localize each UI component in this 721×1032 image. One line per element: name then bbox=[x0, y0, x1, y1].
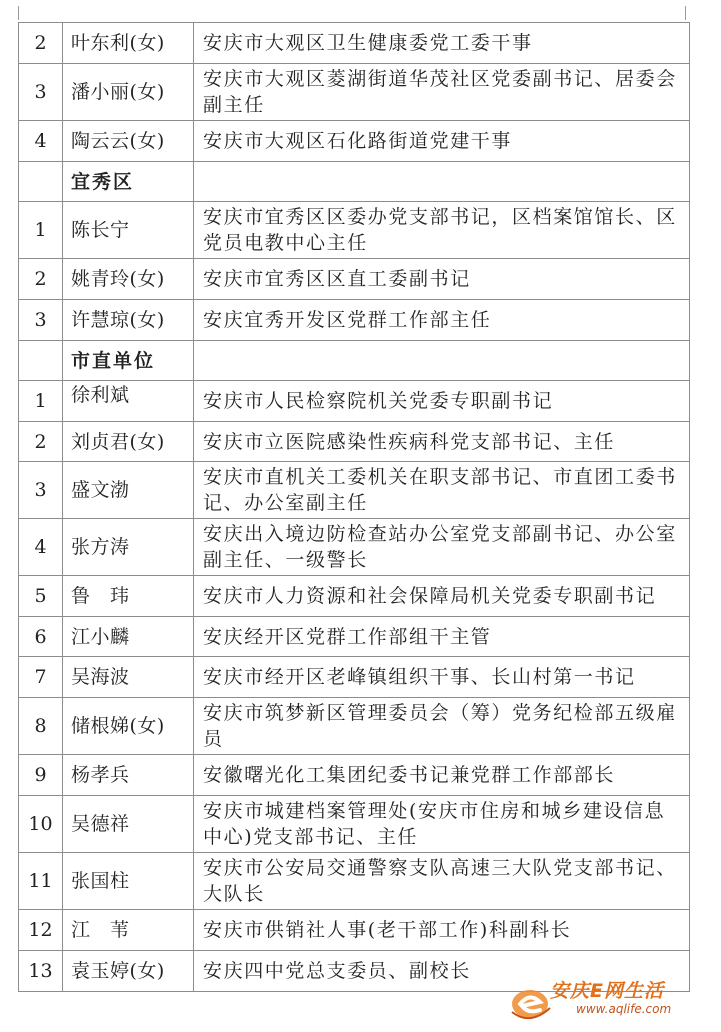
section-header-row bbox=[19, 341, 690, 381]
row-number: 7 bbox=[19, 657, 63, 698]
row-number: 6 bbox=[19, 617, 63, 657]
row-number: 2 bbox=[19, 23, 63, 64]
section-number-cell bbox=[19, 341, 63, 381]
person-position: 安庆市人民检察院机关党委专职副书记 bbox=[194, 381, 690, 422]
person-position: 安庆四中党总支委员、副校长 bbox=[194, 951, 690, 992]
section-empty-cell bbox=[194, 341, 690, 381]
person-position: 安庆市人力资源和社会保障局机关党委专职副书记 bbox=[194, 576, 690, 617]
person-name: 姚青玲(女) bbox=[63, 259, 194, 300]
row-number: 5 bbox=[19, 576, 63, 617]
person-position: 安庆市经开区老峰镇组织干事、长山村第一书记 bbox=[194, 657, 690, 698]
person-name: 叶东利(女) bbox=[63, 23, 194, 64]
person-name: 吴德祥 bbox=[63, 796, 194, 853]
table-row bbox=[19, 202, 690, 259]
watermark-url: www.aqlife.com bbox=[576, 1002, 672, 1016]
person-name: 杨孝兵 bbox=[63, 755, 194, 796]
person-position: 安庆出入境边防检查站办公室党支部副书记、办公室副主任、一级警长 bbox=[194, 519, 690, 576]
person-position: 安庆市大观区菱湖街道华茂社区党委副书记、居委会副主任 bbox=[194, 64, 690, 121]
section-title: 宜秀区 bbox=[63, 162, 194, 202]
row-number: 4 bbox=[19, 519, 63, 576]
person-name: 张国柱 bbox=[63, 853, 194, 910]
table-row bbox=[19, 576, 690, 617]
section-header-row bbox=[19, 162, 690, 202]
person-position: 安庆市宜秀区区委办党支部书记，区档案馆馆长、区党员电教中心主任 bbox=[194, 202, 690, 259]
table-row bbox=[19, 23, 690, 64]
table-row bbox=[19, 300, 690, 341]
row-number: 13 bbox=[19, 951, 63, 992]
page-corner-mark bbox=[8, 6, 19, 20]
section-title: 市直单位 bbox=[63, 341, 194, 381]
row-number: 10 bbox=[19, 796, 63, 853]
person-name: 徐利斌 bbox=[63, 381, 194, 422]
person-position: 安庆市大观区卫生健康委党工委干事 bbox=[194, 23, 690, 64]
row-number: 12 bbox=[19, 910, 63, 951]
person-name: 许慧琼(女) bbox=[63, 300, 194, 341]
person-name: 袁玉婷(女) bbox=[63, 951, 194, 992]
person-position: 安庆经开区党群工作部组干主管 bbox=[194, 617, 690, 657]
e-logo-icon bbox=[508, 978, 554, 1024]
person-position: 安庆市筑梦新区管理委员会（筹）党务纪检部五级雇员 bbox=[194, 698, 690, 755]
person-name: 储根娣(女) bbox=[63, 698, 194, 755]
row-number: 2 bbox=[19, 259, 63, 300]
person-name: 潘小丽(女) bbox=[63, 64, 194, 121]
table-row bbox=[19, 259, 690, 300]
row-number: 3 bbox=[19, 462, 63, 519]
table-row bbox=[19, 910, 690, 951]
person-position: 安徽曙光化工集团纪委书记兼党群工作部部长 bbox=[194, 755, 690, 796]
person-position: 安庆宜秀开发区党群工作部主任 bbox=[194, 300, 690, 341]
person-position: 安庆市公安局交通警察支队高速三大队党支部书记、大队长 bbox=[194, 853, 690, 910]
table-row bbox=[19, 698, 690, 755]
person-name: 张方涛 bbox=[63, 519, 194, 576]
person-name: 鲁 玮 bbox=[63, 576, 194, 617]
person-name: 刘贞君(女) bbox=[63, 422, 194, 462]
person-position: 安庆市宜秀区区直工委副书记 bbox=[194, 259, 690, 300]
table-row bbox=[19, 381, 690, 422]
row-number: 3 bbox=[19, 64, 63, 121]
table-row bbox=[19, 755, 690, 796]
section-number-cell bbox=[19, 162, 63, 202]
table-row bbox=[19, 64, 690, 121]
honoree-table bbox=[18, 22, 690, 992]
person-position: 安庆市大观区石化路街道党建干事 bbox=[194, 121, 690, 162]
table-row bbox=[19, 422, 690, 462]
table-row bbox=[19, 121, 690, 162]
table-row bbox=[19, 853, 690, 910]
site-watermark bbox=[508, 976, 713, 1030]
row-number: 1 bbox=[19, 202, 63, 259]
table-row bbox=[19, 796, 690, 853]
person-position: 安庆市直机关工委机关在职支部书记、市直团工委书记、办公室副主任 bbox=[194, 462, 690, 519]
person-name: 陈长宁 bbox=[63, 202, 194, 259]
person-name: 盛文渤 bbox=[63, 462, 194, 519]
page-corner-mark bbox=[685, 6, 696, 20]
row-number: 8 bbox=[19, 698, 63, 755]
person-name: 吴海波 bbox=[63, 657, 194, 698]
person-position: 安庆市城建档案管理处(安庆市住房和城乡建设信息中心)党支部书记、主任 bbox=[194, 796, 690, 853]
watermark-brand: 安庆E网生活 bbox=[550, 980, 664, 1002]
table-row bbox=[19, 657, 690, 698]
table-row bbox=[19, 519, 690, 576]
person-position: 安庆市供销社人事(老干部工作)科副科长 bbox=[194, 910, 690, 951]
row-number: 1 bbox=[19, 381, 63, 422]
person-name: 江小麟 bbox=[63, 617, 194, 657]
table-row bbox=[19, 617, 690, 657]
person-name: 江 苇 bbox=[63, 910, 194, 951]
row-number: 4 bbox=[19, 121, 63, 162]
row-number: 9 bbox=[19, 755, 63, 796]
row-number: 11 bbox=[19, 853, 63, 910]
row-number: 2 bbox=[19, 422, 63, 462]
row-number: 3 bbox=[19, 300, 63, 341]
person-name: 陶云云(女) bbox=[63, 121, 194, 162]
section-empty-cell bbox=[194, 162, 690, 202]
table-row bbox=[19, 462, 690, 519]
person-position: 安庆市立医院感染性疾病科党支部书记、主任 bbox=[194, 422, 690, 462]
